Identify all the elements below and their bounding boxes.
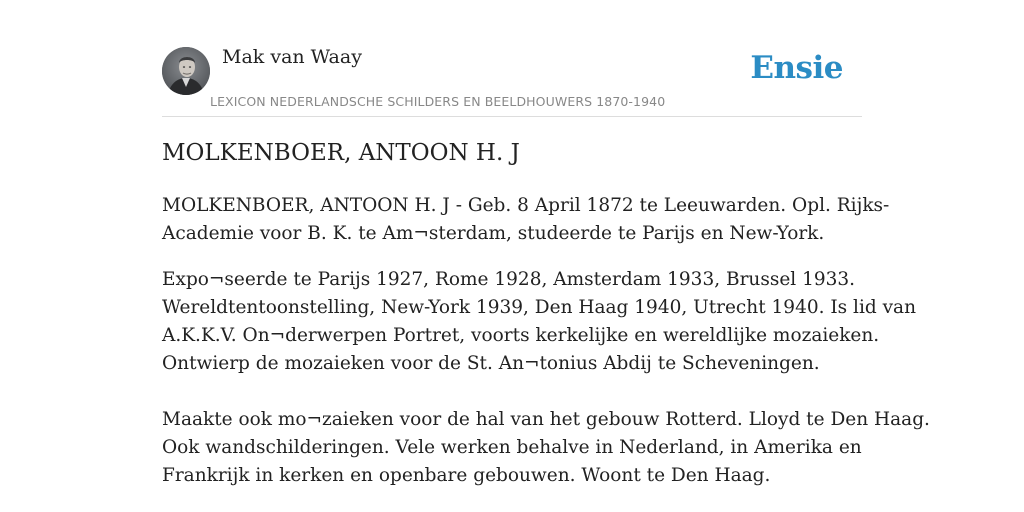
paragraph-line: Expo¬seerde te Parijs 1927, Rome 1928, Amsterdam 1933, Brussel 1933. bbox=[162, 269, 856, 290]
paragraph-line: Academie voor B. K. te Am¬sterdam, studeerde te Parijs en New-York. bbox=[162, 223, 825, 244]
paragraph-line: Ook wandschilderingen. Vele werken behalve in Nederland, in Amerika en bbox=[162, 437, 862, 458]
paragraph-line: Ontwierp de mozaieken voor de St. An¬tonius Abdij te Scheveningen. bbox=[162, 353, 820, 374]
paragraph-2 bbox=[162, 266, 930, 490]
paragraph-line: MOLKENBOER, ANTOON H. J - Geb. 8 April 1872 te Leeuwarden. Opl. Rijks- bbox=[162, 195, 890, 216]
article-body bbox=[162, 192, 930, 508]
paragraph-line: Wereldtentoonstelling, New-York 1939, Den Haag 1940, Utrecht 1940. Is lid van bbox=[162, 297, 917, 318]
paragraph-1 bbox=[162, 192, 890, 248]
author-portrait-icon[interactable] bbox=[162, 47, 210, 95]
article-title: MOLKENBOER, ANTOON H. J bbox=[162, 140, 520, 166]
author-name[interactable]: Mak van Waay bbox=[222, 46, 362, 68]
paragraph-line: A.K.K.V. On¬derwerpen Portret, voorts kerkelijke en wereldlijke mozaieken. bbox=[162, 325, 880, 346]
source-title[interactable]: LEXICON NEDERLANDSCHE SCHILDERS EN BEELDHOUWERS 1870-1940 bbox=[210, 94, 666, 109]
paragraph-line: Frankrijk in kerken en openbare gebouwen. Woont te Den Haag. bbox=[162, 465, 771, 486]
page-container bbox=[162, 0, 930, 486]
paragraph-gap bbox=[162, 378, 862, 406]
paragraph-line: Maakte ook mo¬zaieken voor de hal van het gebouw Rotterd. Lloyd te Den Haag. bbox=[162, 409, 930, 430]
brand-logo[interactable]: Ensie bbox=[750, 50, 843, 86]
portrait-graphic bbox=[162, 47, 210, 95]
page-header bbox=[162, 0, 862, 117]
